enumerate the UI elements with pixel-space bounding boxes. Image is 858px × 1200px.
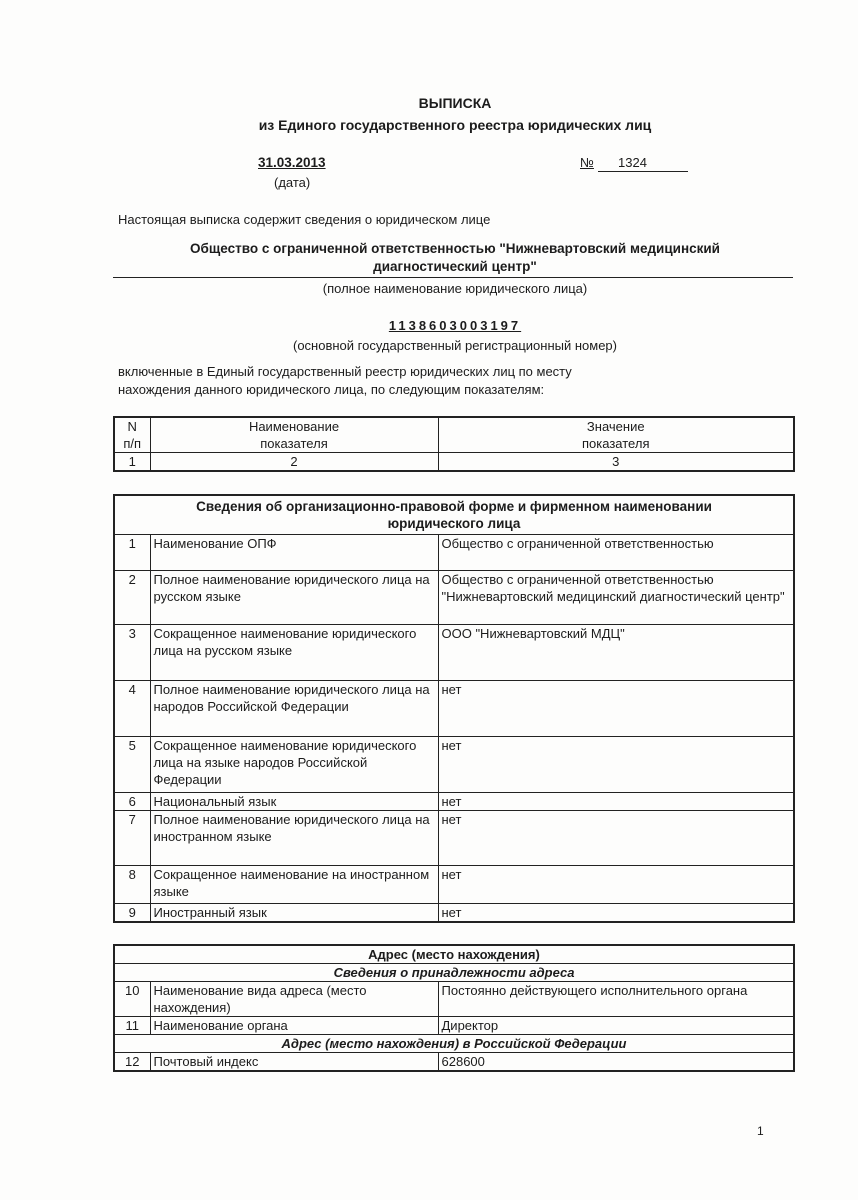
- row-indicator-name: Наименование ОПФ: [150, 535, 438, 571]
- table-row: [114, 737, 794, 793]
- row-number: 9: [114, 904, 150, 923]
- number-sign: №: [580, 155, 594, 170]
- table-row: [114, 535, 794, 571]
- row-indicator-value: 628600: [438, 1053, 794, 1072]
- row-indicator-name: Наименование органа: [150, 1017, 438, 1035]
- number-label: [580, 155, 594, 170]
- row-indicator-name: Наименование вида адреса (место нахождения): [150, 982, 438, 1017]
- intro-text: Настоящая выписка содержит сведения о юридическом лице: [118, 212, 491, 227]
- row-number: 10: [114, 982, 150, 1017]
- org-name-underline: [113, 277, 793, 278]
- date-caption: (дата): [274, 175, 311, 190]
- table-row: [114, 866, 794, 904]
- row-indicator-value: Директор: [438, 1017, 794, 1035]
- column-index-1: 1: [114, 453, 150, 472]
- row-indicator-name: Полное наименование юридического лица на иностранном языке: [150, 811, 438, 866]
- table-row: [114, 571, 794, 625]
- row-indicator-name: Национальный язык: [150, 793, 438, 811]
- row-indicator-name: Сокращенное наименование на иностранном языке: [150, 866, 438, 904]
- row-indicator-value: нет: [438, 904, 794, 923]
- row-number: 4: [114, 681, 150, 737]
- table-row: [114, 811, 794, 866]
- section-address-rf-subtitle: Адрес (место нахождения) в Российской Федерации: [114, 1035, 794, 1053]
- row-number: 12: [114, 1053, 150, 1072]
- ogrn-caption: (основной государственный регистрационный номер): [292, 338, 617, 353]
- section-org-form-title: [114, 495, 794, 535]
- row-indicator-value: нет: [438, 737, 794, 793]
- table-row: [114, 1053, 794, 1072]
- table-row: [114, 904, 794, 923]
- row-indicator-name: Иностранный язык: [150, 904, 438, 923]
- row-number: 11: [114, 1017, 150, 1035]
- row-number: 1: [114, 535, 150, 571]
- row-indicator-value: Общество с ограниченной ответственностью: [438, 535, 794, 571]
- extract-number: 1324: [618, 155, 647, 170]
- number-underline: [598, 171, 688, 172]
- row-indicator-name: Полное наименование юридического лица на русском языке: [150, 571, 438, 625]
- row-indicator-value: ООО "Нижневартовский МДЦ": [438, 625, 794, 681]
- header-col-number-line1: N: [127, 419, 137, 434]
- included-line1: включенные в Единый государственный реестр юридических лиц по месту: [118, 364, 572, 379]
- section-org-form-title-line1: Сведения об организационно-правовой форме и фирменном наименовании: [196, 499, 712, 514]
- row-indicator-value: нет: [438, 793, 794, 811]
- column-index-2: 2: [150, 453, 438, 472]
- included-line2: нахождения данного юридического лица, по следующим показателям:: [118, 382, 545, 397]
- header-col-name: [150, 417, 438, 453]
- org-name-line2: диагностический центр": [373, 259, 537, 274]
- document-subtitle: из Единого государственного реестра юридических лиц: [258, 117, 652, 133]
- org-name-caption: (полное наименование юридического лица): [322, 281, 588, 296]
- column-index-3: 3: [438, 453, 794, 472]
- section-address-table: [113, 944, 795, 1072]
- row-indicator-value: Постоянно действующего исполнительного органа: [438, 982, 794, 1017]
- header-col-value: [438, 417, 794, 453]
- header-col-value-line1: Значение: [586, 419, 645, 434]
- row-number: 6: [114, 793, 150, 811]
- header-col-value-line2: показателя: [582, 436, 650, 451]
- date-value: 31.03.2013: [258, 155, 326, 170]
- column-header-table: [113, 416, 795, 472]
- row-indicator-value: Общество с ограниченной ответственностью "Нижневартовский медицинский диагностический центр": [438, 571, 794, 625]
- org-name-line1: Общество с ограниченной ответственностью "Нижневартовский медицинский: [190, 241, 720, 256]
- row-number: 2: [114, 571, 150, 625]
- header-col-number: [114, 417, 150, 453]
- row-indicator-name: Сокращенное наименование юридического лица на языке народов Российской Федерации: [150, 737, 438, 793]
- row-number: 8: [114, 866, 150, 904]
- row-indicator-name: Сокращенное наименование юридического лица на русском языке: [150, 625, 438, 681]
- table-row: [114, 1017, 794, 1035]
- extract-date: [258, 155, 326, 170]
- section-address-title: Адрес (место нахождения): [114, 945, 794, 964]
- row-number: 5: [114, 737, 150, 793]
- section-address-ownership-subtitle: Сведения о принадлежности адреса: [114, 964, 794, 982]
- ogrn-number: [110, 318, 800, 333]
- page-number: 1: [757, 1124, 764, 1138]
- row-indicator-name: Полное наименование юридического лица на народов Российской Федерации: [150, 681, 438, 737]
- row-number: 3: [114, 625, 150, 681]
- table-row: [114, 793, 794, 811]
- row-indicator-value: нет: [438, 866, 794, 904]
- header-col-name-line1: Наименование: [248, 419, 340, 434]
- row-indicator-name: Почтовый индекс: [150, 1053, 438, 1072]
- table-row: [114, 681, 794, 737]
- ogrn-value: 1138603003197: [388, 318, 522, 333]
- header-col-number-line2: п/п: [123, 436, 142, 451]
- row-indicator-value: нет: [438, 681, 794, 737]
- table-row: [114, 625, 794, 681]
- section-org-form-title-line2: юридического лица: [387, 516, 521, 531]
- header-col-name-line2: показателя: [260, 436, 328, 451]
- row-number: 7: [114, 811, 150, 866]
- section-org-form-table: [113, 494, 795, 923]
- document-title: ВЫПИСКА: [418, 95, 492, 111]
- table-row: [114, 982, 794, 1017]
- row-indicator-value: нет: [438, 811, 794, 866]
